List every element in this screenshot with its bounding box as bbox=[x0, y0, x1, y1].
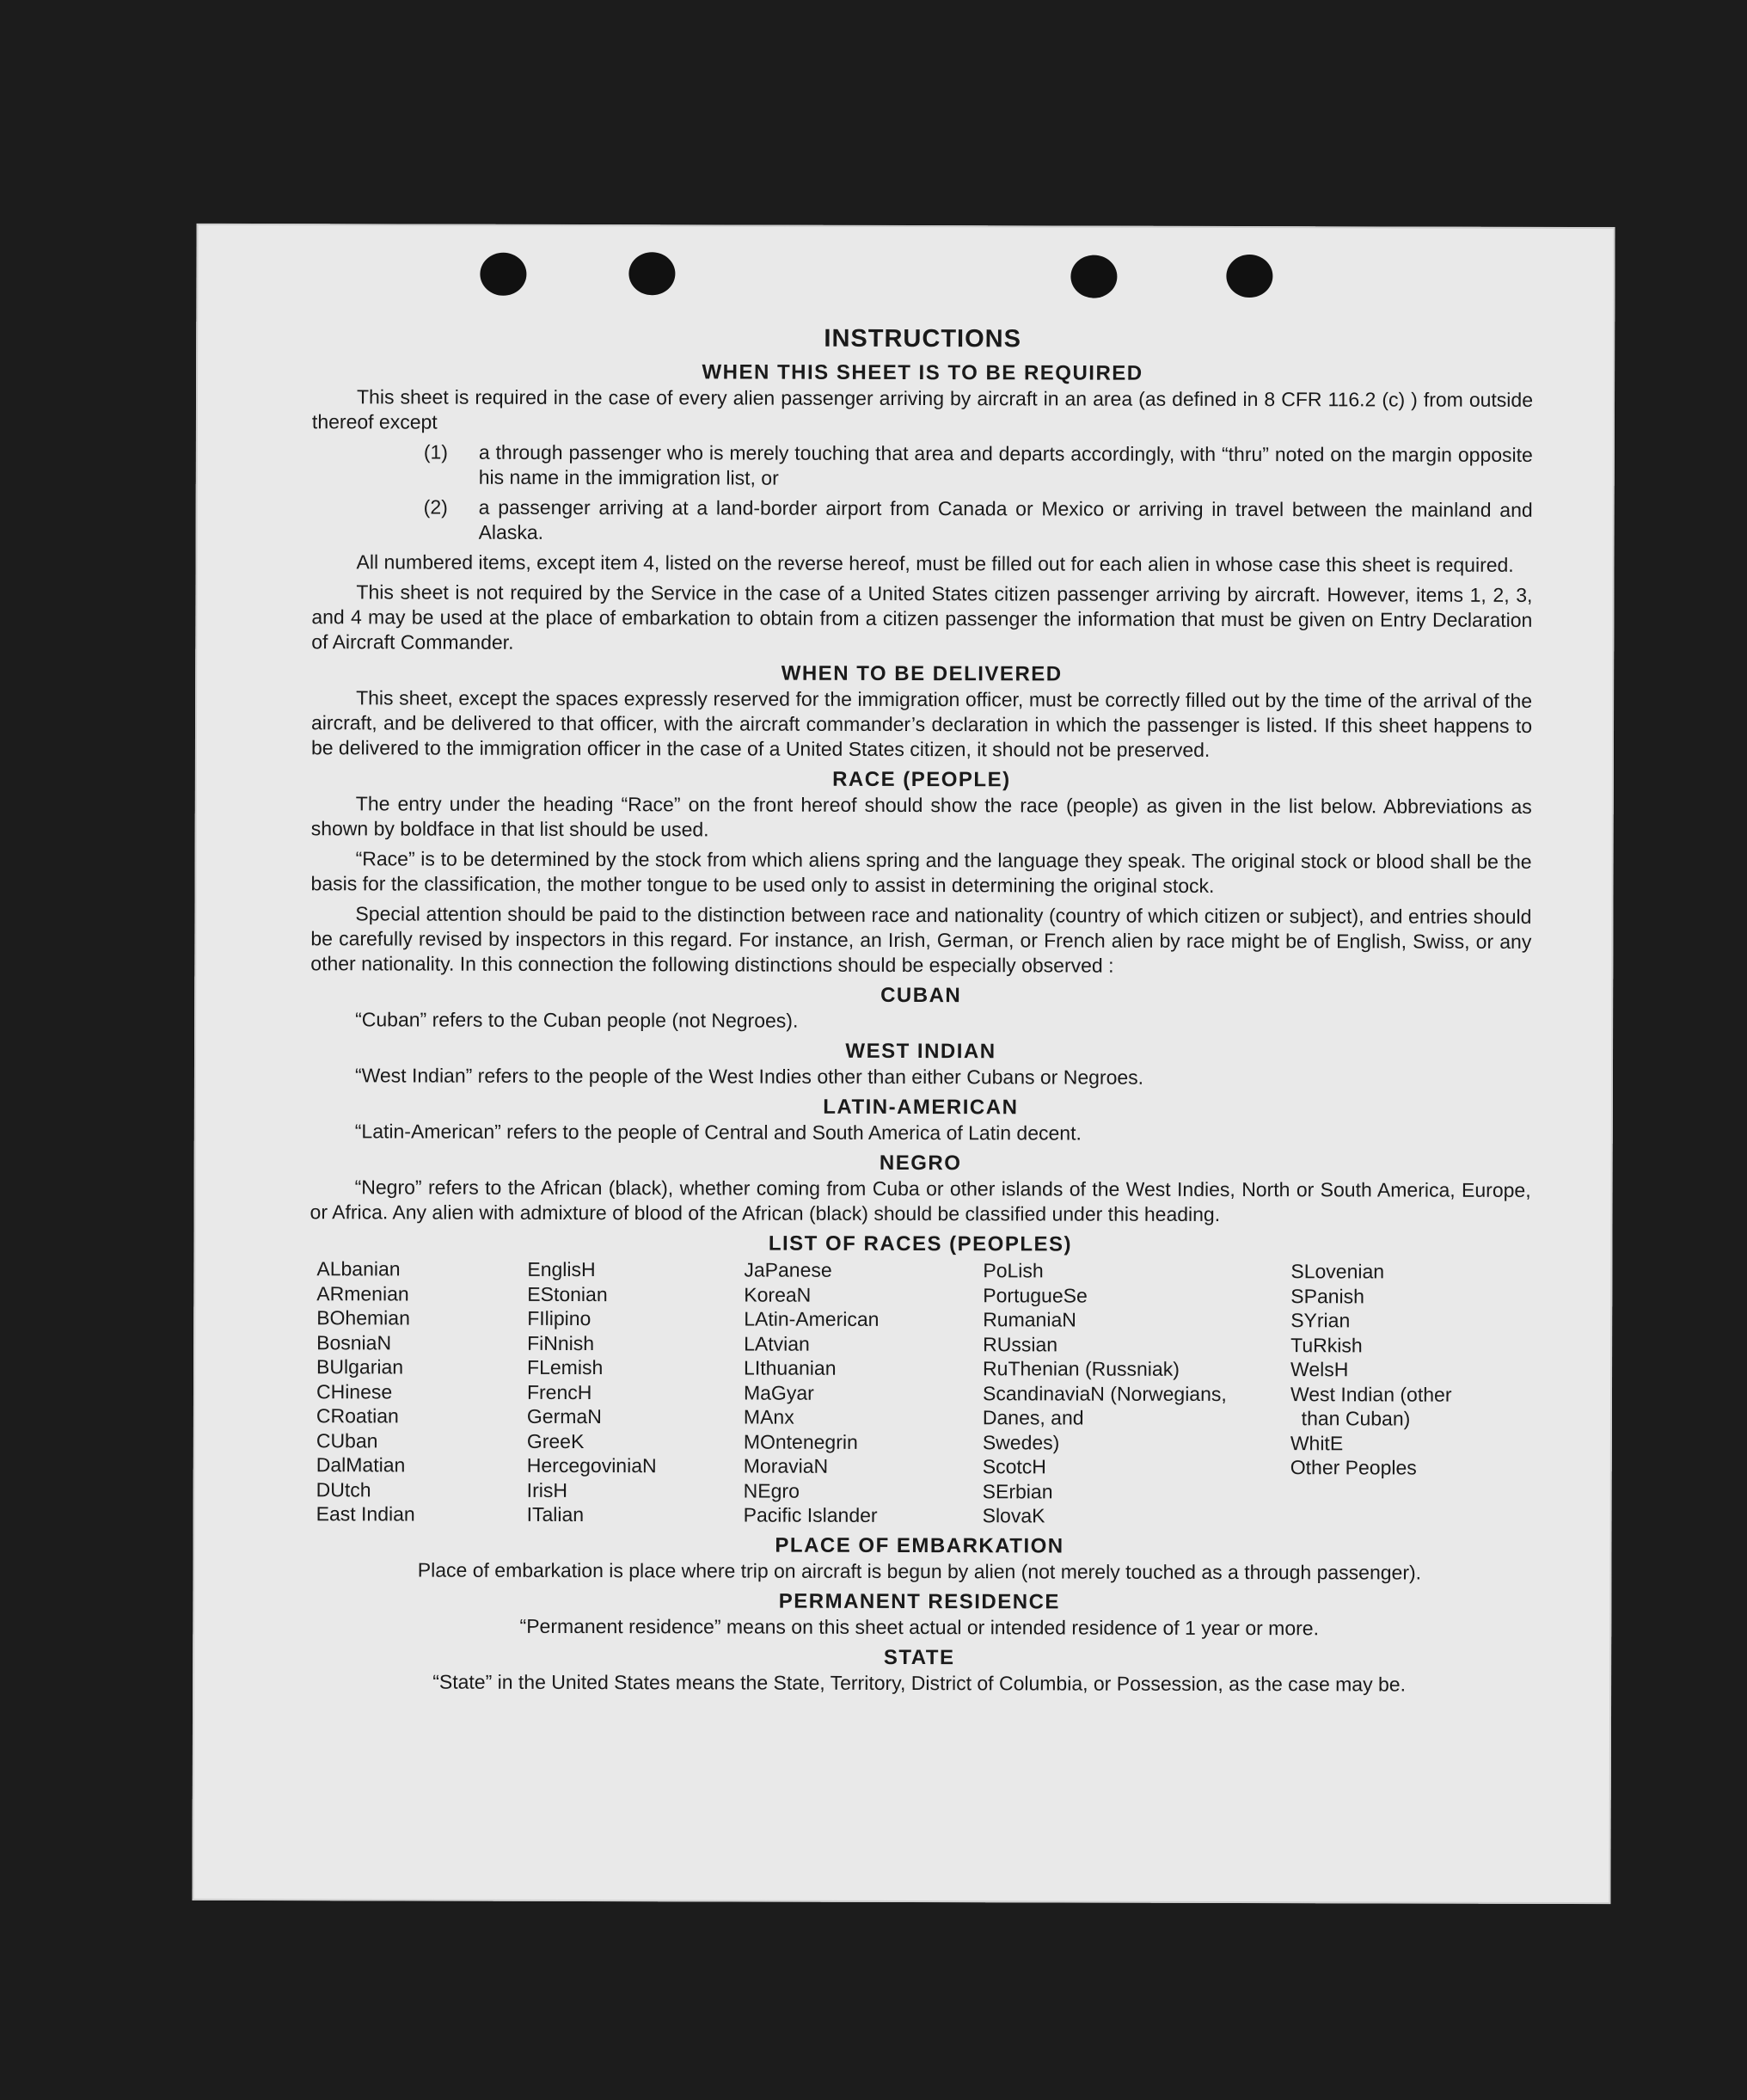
races-column bbox=[1290, 1259, 1515, 1529]
race-entry: East Indian bbox=[316, 1502, 415, 1526]
race-entry: LIthuanian bbox=[744, 1356, 837, 1379]
heading-race: RACE (PEOPLE) bbox=[832, 767, 1011, 792]
race-entry: BUlgarian bbox=[316, 1355, 404, 1379]
race-entry: EnglisH bbox=[527, 1257, 596, 1281]
punch-hole bbox=[1226, 255, 1272, 298]
race-entry: FIlipino bbox=[527, 1306, 592, 1330]
races-column bbox=[744, 1258, 984, 1528]
race-entry: ScandinaviaN (Norwegians, bbox=[982, 1381, 1227, 1405]
race-entry: Other Peoples bbox=[1290, 1456, 1417, 1479]
race-entry: PoLish bbox=[983, 1259, 1044, 1282]
item-number: (2) bbox=[423, 495, 448, 519]
race-entry: RumaniaN bbox=[983, 1308, 1076, 1331]
race-entry: SlovaK bbox=[982, 1504, 1045, 1527]
race-entry: Pacific Islander bbox=[743, 1503, 878, 1526]
punch-hole bbox=[628, 252, 675, 295]
when-required-para2: All numbered items, except item 4, listed on the reverse hereof, must be filled out for each alien in whose case this sheet is required. bbox=[356, 550, 1514, 576]
race-entry: ALbanian bbox=[316, 1257, 401, 1280]
heading-embarkation: PLACE OF EMBARKATION bbox=[775, 1533, 1064, 1557]
heading-west-indian: WEST INDIAN bbox=[845, 1039, 996, 1064]
item-text: a passenger arriving at a land-border airport from Canada or Mexico or arriving in travel between the mainland and Alaska. bbox=[478, 495, 1533, 543]
when-required-intro: This sheet is required in the case of every alien passenger arriving by aircraft in an area (as defined in 8 CFR 116.2 (c) ) from outside thereof except bbox=[311, 385, 1534, 433]
negro-text: “Negro” refers to the African (black), whether coming from Cuba or other islands of the West Indies, North or South America, Europe, or Africa. Any alien with admixture of blood of the African (black) should be classified under this heading. bbox=[310, 1176, 1531, 1225]
race-para3: Special attention should be paid to the distinction between race and nationality (country of which citizen or subject), and entries should be carefully revised by inspectors in this regard. For instance, an Irish, German, or French alien by race might be of English, Swiss, or any other nationality. In this connection the following distinctions should be especially observed : bbox=[310, 902, 1532, 977]
race-para2: “Race” is to be determined by the stock from which aliens spring and the language they speak. The original stock or blood shall be the basis for the classification, the mother tongue to be used only to assist in determining the original stock. bbox=[310, 847, 1532, 897]
race-entry: FiNnish bbox=[527, 1331, 595, 1354]
race-entry: ScotcH bbox=[982, 1455, 1046, 1478]
race-entry: EStonian bbox=[527, 1282, 608, 1305]
race-entry: CHinese bbox=[316, 1379, 393, 1403]
heading-residence: PERMANENT RESIDENCE bbox=[778, 1589, 1060, 1613]
race-entry: SErbian bbox=[982, 1479, 1053, 1502]
race-entry: Swedes) bbox=[982, 1430, 1060, 1453]
race-entry: SLovenian bbox=[1290, 1260, 1385, 1283]
race-entry: GreeK bbox=[526, 1429, 585, 1452]
punch-hole bbox=[480, 253, 526, 296]
heading-latin-american: LATIN-AMERICAN bbox=[823, 1095, 1019, 1120]
race-entry: DalMatian bbox=[316, 1453, 406, 1477]
race-entry: BosniaN bbox=[316, 1330, 392, 1354]
when-required-para3: This sheet is not required by the Service in the case of a United States citizen passenger arriving by aircraft. However, items 1, 2, 3, and 4 may be used at the place of embarkation to obtain from a citizen passenger the information that must be given on Entry Declaration of Aircraft Commander. bbox=[311, 580, 1533, 654]
race-entry: MAnx bbox=[743, 1405, 794, 1428]
heading-cuban: CUBAN bbox=[880, 983, 962, 1008]
race-entry: MaGyar bbox=[743, 1381, 814, 1404]
race-entry: MoraviaN bbox=[743, 1454, 829, 1477]
punch-hole bbox=[1070, 255, 1117, 298]
item-number: (1) bbox=[423, 440, 449, 464]
heading-state: STATE bbox=[883, 1645, 955, 1669]
race-entry: SYrian bbox=[1290, 1309, 1351, 1332]
race-entry: IrisH bbox=[526, 1478, 568, 1501]
race-entry: WelsH bbox=[1290, 1358, 1349, 1381]
races-column bbox=[983, 1258, 1291, 1528]
race-entry: FrencH bbox=[526, 1380, 592, 1403]
race-entry: RuThenian (Russniak) bbox=[983, 1357, 1180, 1380]
races-column bbox=[527, 1257, 745, 1527]
race-entry: LAtin-American bbox=[744, 1307, 880, 1330]
west-indian-text: “West Indian” refers to the people of the West Indies other than either Cubans or Negroes. bbox=[354, 1064, 1144, 1089]
race-entry: PortugueSe bbox=[983, 1283, 1088, 1307]
latin-american-text: “Latin-American” refers to the people of Central and South America of Latin decent. bbox=[354, 1120, 1082, 1145]
race-entry: ARmenian bbox=[316, 1281, 409, 1305]
race-entry: CRoatian bbox=[316, 1404, 399, 1428]
embarkation-text: Place of embarkation is place where trip on aircraft is begun by alien (not merely touched as a through passenger). bbox=[417, 1558, 1422, 1584]
race-entry: SPanish bbox=[1290, 1284, 1365, 1307]
race-entry: FLemish bbox=[527, 1355, 604, 1379]
race-para1: The entry under the heading “Race” on the front hereof should show the race (people) as given in the list below. Abbreviations as shown by boldface in that list should be used. bbox=[310, 792, 1532, 841]
race-entry: ITalian bbox=[526, 1502, 585, 1526]
race-entry: GermaN bbox=[526, 1404, 602, 1428]
cuban-text: “Cuban” refers to the Cuban people (not Negroes). bbox=[355, 1008, 799, 1032]
exception-item bbox=[312, 494, 1533, 548]
race-entry: TuRkish bbox=[1290, 1333, 1363, 1356]
race-entry: JaPanese bbox=[744, 1258, 832, 1281]
state-text: “State” in the United States means the State, Territory, District of Columbia, or Possession, as the case may be. bbox=[432, 1670, 1407, 1696]
exception-item bbox=[312, 439, 1533, 493]
heading-list-of-races: LIST OF RACES (PEOPLES) bbox=[768, 1231, 1073, 1256]
heading-when-required: WHEN THIS SHEET IS TO BE REQUIRED bbox=[702, 360, 1143, 385]
race-entry: than Cuban) bbox=[1290, 1407, 1411, 1430]
page-title: INSTRUCTIONS bbox=[824, 324, 1021, 353]
item-text: a through passenger who is merely touching that area and departs accordingly, with “thru” noted on the margin opposite his name in the immigration list, or bbox=[478, 440, 1533, 489]
race-entry: CUban bbox=[316, 1428, 378, 1452]
race-entry: DUtch bbox=[316, 1477, 371, 1501]
race-entry: HercegoviniaN bbox=[526, 1453, 657, 1477]
document-page bbox=[192, 224, 1615, 1904]
race-entry: Danes, and bbox=[982, 1406, 1084, 1429]
race-entry: LAtvian bbox=[744, 1332, 810, 1355]
heading-negro: NEGRO bbox=[879, 1151, 962, 1176]
races-list bbox=[310, 1256, 1531, 1529]
race-entry: NEgro bbox=[743, 1479, 800, 1502]
race-entry: MOntenegrin bbox=[743, 1430, 858, 1453]
instructions-content bbox=[309, 325, 1533, 1702]
race-entry: West Indian (other bbox=[1290, 1382, 1452, 1406]
race-entry: KoreaN bbox=[744, 1283, 812, 1306]
races-column bbox=[316, 1256, 528, 1526]
race-entry: RUssian bbox=[983, 1332, 1058, 1355]
residence-text: “Permanent residence” means on this sheet actual or intended residence of 1 year or more. bbox=[519, 1614, 1320, 1639]
race-entry: BOhemian bbox=[316, 1306, 410, 1329]
when-delivered-text: This sheet, except the spaces expressly reserved for the immigration officer, must be correctly filled out by the time of the arrival of the aircraft, and be delivered to that officer, with the aircraft commander’s declaration in which the passenger is listed. If this sheet happens to be delivered to the immigration officer in the case of a United States citizen, it should not be preserved. bbox=[310, 686, 1533, 761]
race-entry: WhitE bbox=[1290, 1431, 1344, 1454]
heading-when-delivered: WHEN TO BE DELIVERED bbox=[781, 661, 1063, 686]
